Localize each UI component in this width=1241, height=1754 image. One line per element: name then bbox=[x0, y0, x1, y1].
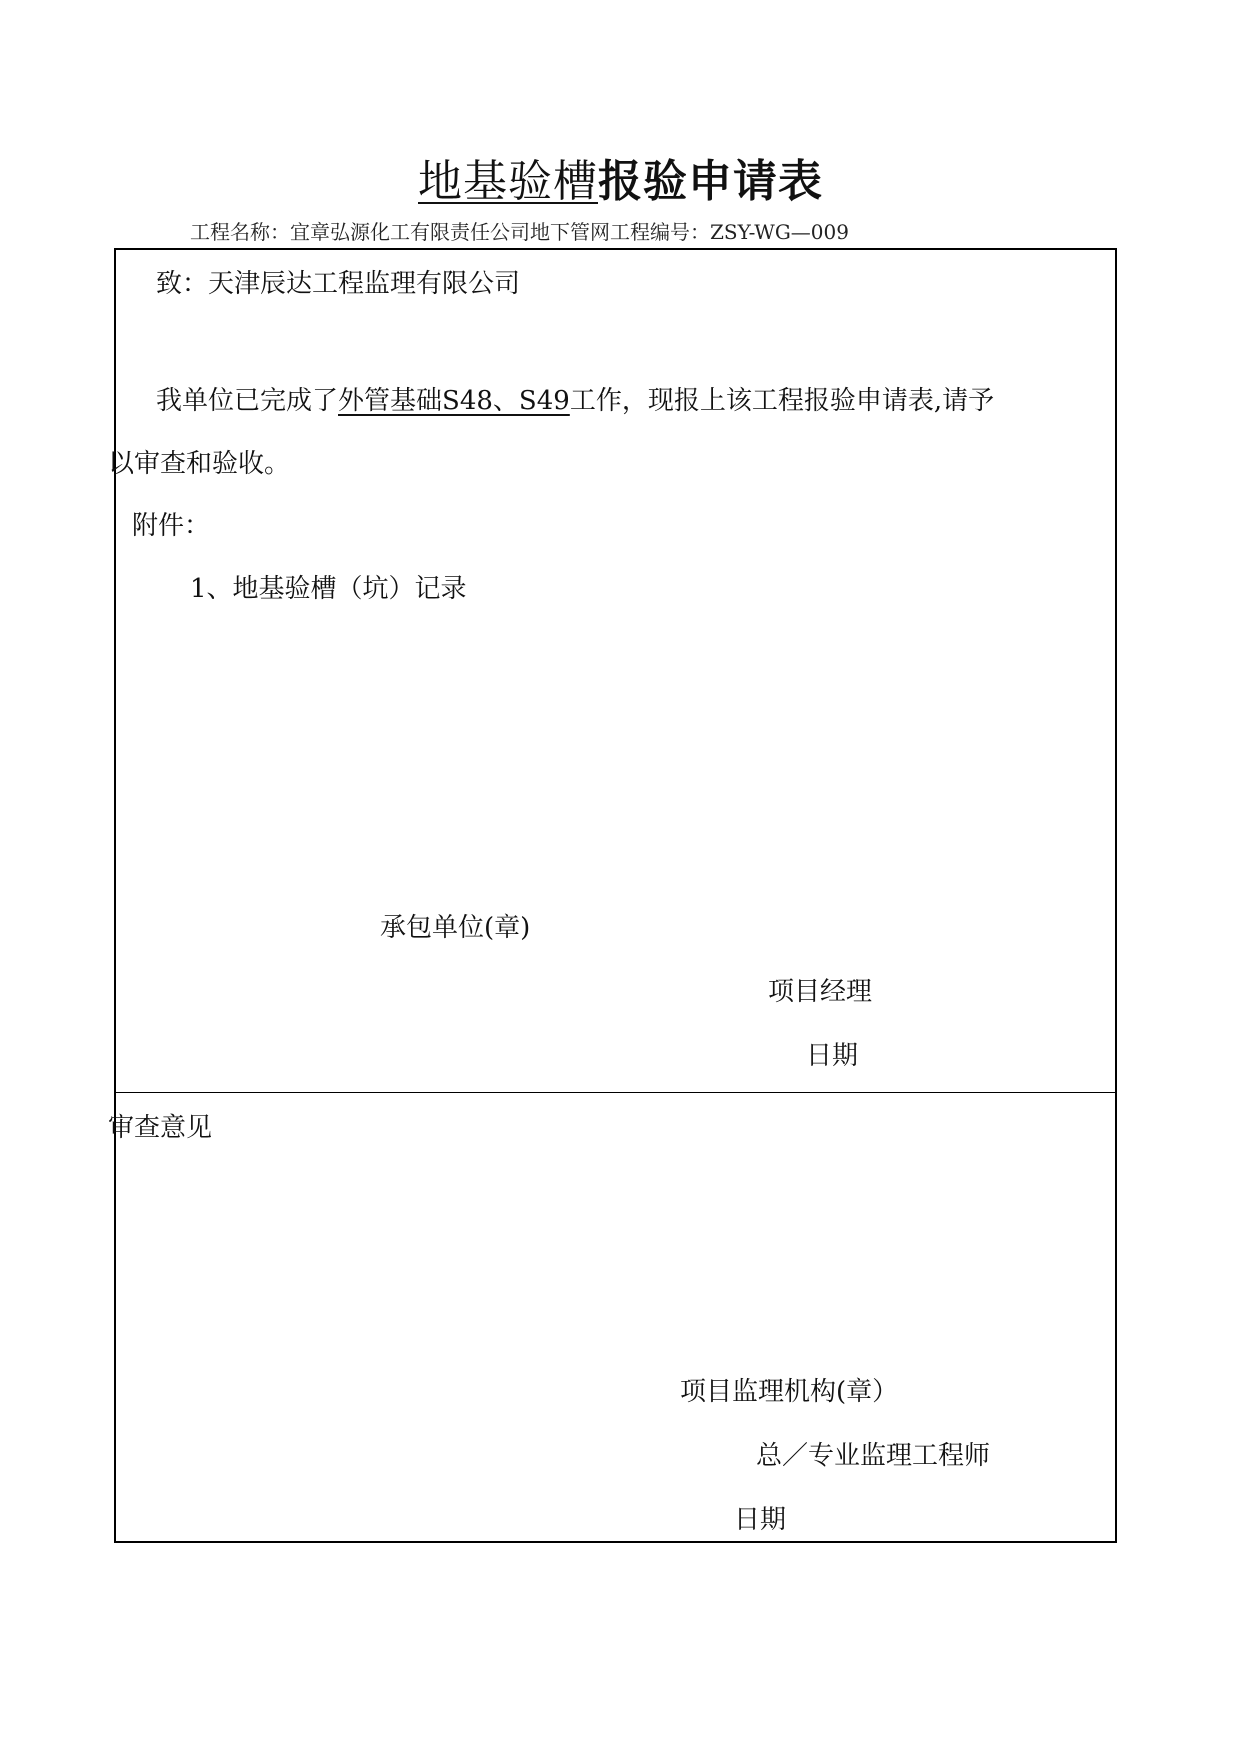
supervising-engineer-label: 总／专业监理工程师 bbox=[756, 1441, 991, 1471]
body-prefix: 我单位已完成了 bbox=[156, 386, 339, 416]
addressee: 致：天津辰达工程监理有限公司 bbox=[156, 269, 521, 299]
project-info-line: 工程名称：宜章弘源化工有限责任公司地下管网工程编号：ZSY-WG—009 bbox=[190, 220, 849, 244]
application-body-line2: 以审查和验收。 bbox=[108, 449, 291, 479]
section-divider bbox=[116, 1092, 1115, 1093]
attachment-item-1: 1、地基验槽（坑）记录 bbox=[190, 574, 467, 604]
form-title-type: 报验申请表 bbox=[598, 156, 823, 207]
project-manager-label: 项目经理 bbox=[768, 977, 873, 1007]
review-date-label: 日期 bbox=[734, 1505, 787, 1535]
application-date-label: 日期 bbox=[806, 1041, 859, 1071]
application-body-line1 bbox=[156, 383, 994, 419]
attachments-label: 附件： bbox=[132, 511, 211, 541]
body-suffix: 工作，现报上该工程报验申请表,请予 bbox=[569, 386, 995, 416]
form-title bbox=[0, 152, 1241, 212]
supervision-seal-label: 项目监理机构(章） bbox=[680, 1377, 899, 1407]
review-opinion-label: 审查意见 bbox=[108, 1113, 213, 1143]
contractor-seal-label: 承包单位(章) bbox=[380, 913, 531, 943]
form-title-subject: 地基验槽 bbox=[418, 156, 598, 207]
work-item-field: 外管基础S48、S49 bbox=[338, 386, 570, 416]
form-table bbox=[108, 248, 1117, 1543]
